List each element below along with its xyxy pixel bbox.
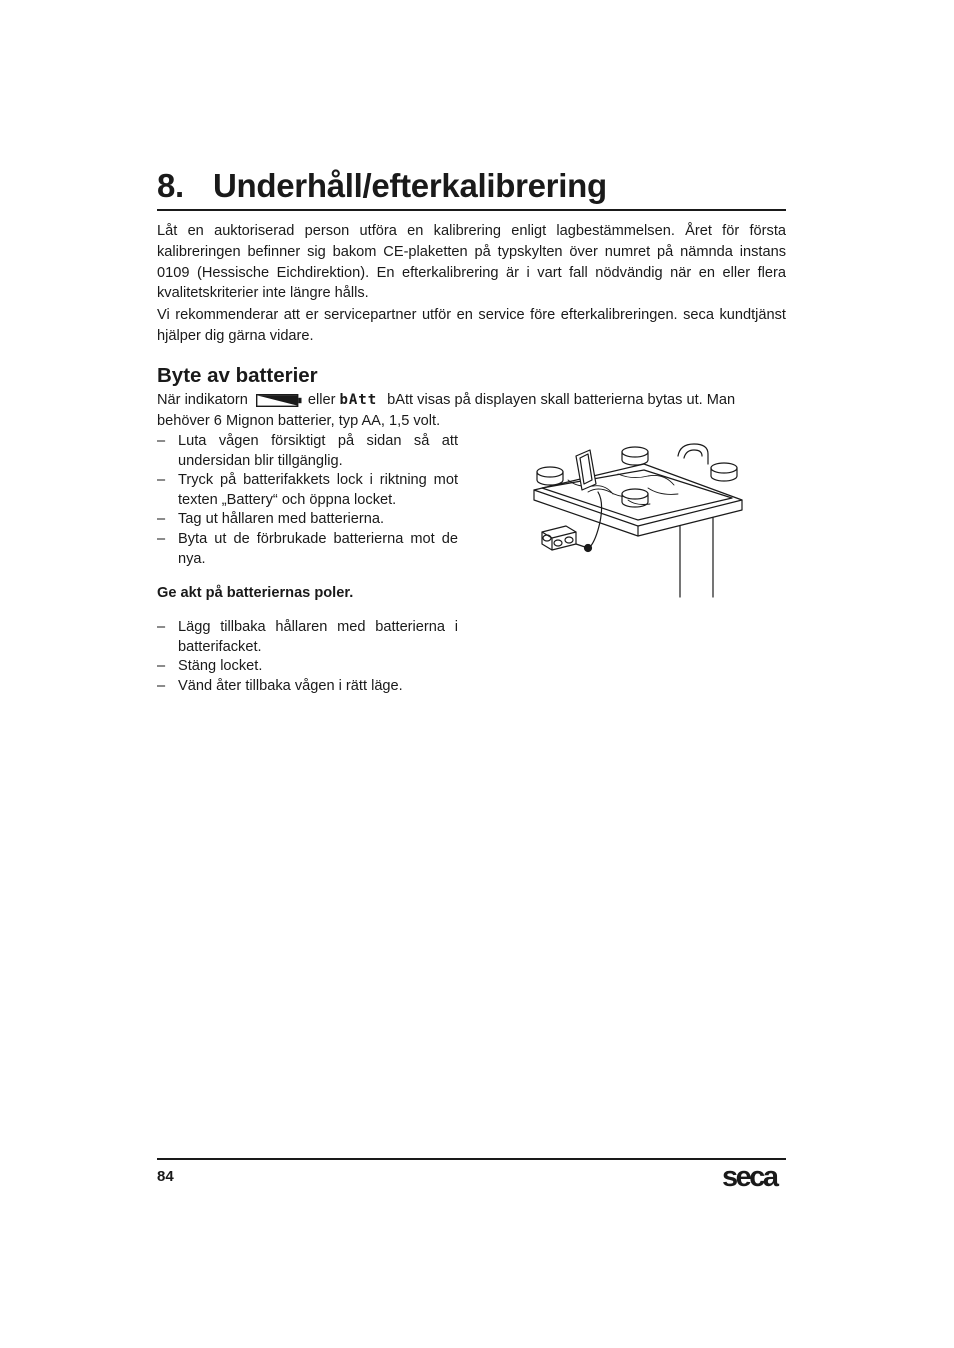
indicator-or: eller [307,392,336,408]
list-item: – Tryck på batterifakkets lock i riktning mot texten „Battery“ och öppna locket. [157,471,458,510]
brand-text: seca [722,1162,777,1192]
intro-paragraph-2: Vi rekommenderar att er servicepartner utför en service före efterkalibreringen. seca kundtjänst hjälper dig gärna vidare. [157,307,786,344]
polarity-warning: Ge akt på batteriernas poler. [157,585,354,601]
battery-requirement-text: behöver 6 Mignon batterier, typ AA, 1,5 volt. [157,413,441,429]
section-number: 8. [157,167,184,204]
section-title: Underhåll/efterkalibrering [213,167,607,204]
list-item: – Byta ut de förbrukade batterierna mot de nya. [157,530,458,569]
footer-rule [157,1158,786,1160]
title-rule [157,209,786,211]
indicator-prefix: När indikatorn [157,392,248,408]
page-number: 84 [157,1168,174,1185]
list-item: – Tag ut hållaren med batterierna. [157,510,458,530]
list-item: – Lägg tillbaka hållaren med batterierna i batterifacket. [157,618,458,657]
intro-paragraph-1: Låt en auktoriserad person utföra en kalibrering enligt lagbestämmelsen. Året för första kalibreringen befinner sig bakom CE-plaketten på typskylten över numret på nämnda instans 0109 (Hessische Eichdirektion). En efterkalibrering är i vart fall nödvändig när en eller flera kvalitetskriterier inte längre hålls. [157,223,786,302]
steps-list-after [157,618,458,696]
list-item: – Stäng locket. [157,657,458,677]
section-heading: Byte av batterier [157,364,318,387]
list-item: – Luta vågen försiktigt på sidan så att undersidan blir tillgänglig. [157,432,458,471]
page-title [157,164,787,208]
lcd-display-text: bAtt [339,392,378,408]
seca-logo [722,1162,788,1197]
indicator-suffix: bAtt visas på displayen skall batterierna bytas ut. Man [387,392,736,408]
list-item: – Vänd åter tillbaka vågen i rätt läge. [157,677,458,697]
steps-list-before [157,432,458,569]
scale-battery-illustration [528,440,750,605]
